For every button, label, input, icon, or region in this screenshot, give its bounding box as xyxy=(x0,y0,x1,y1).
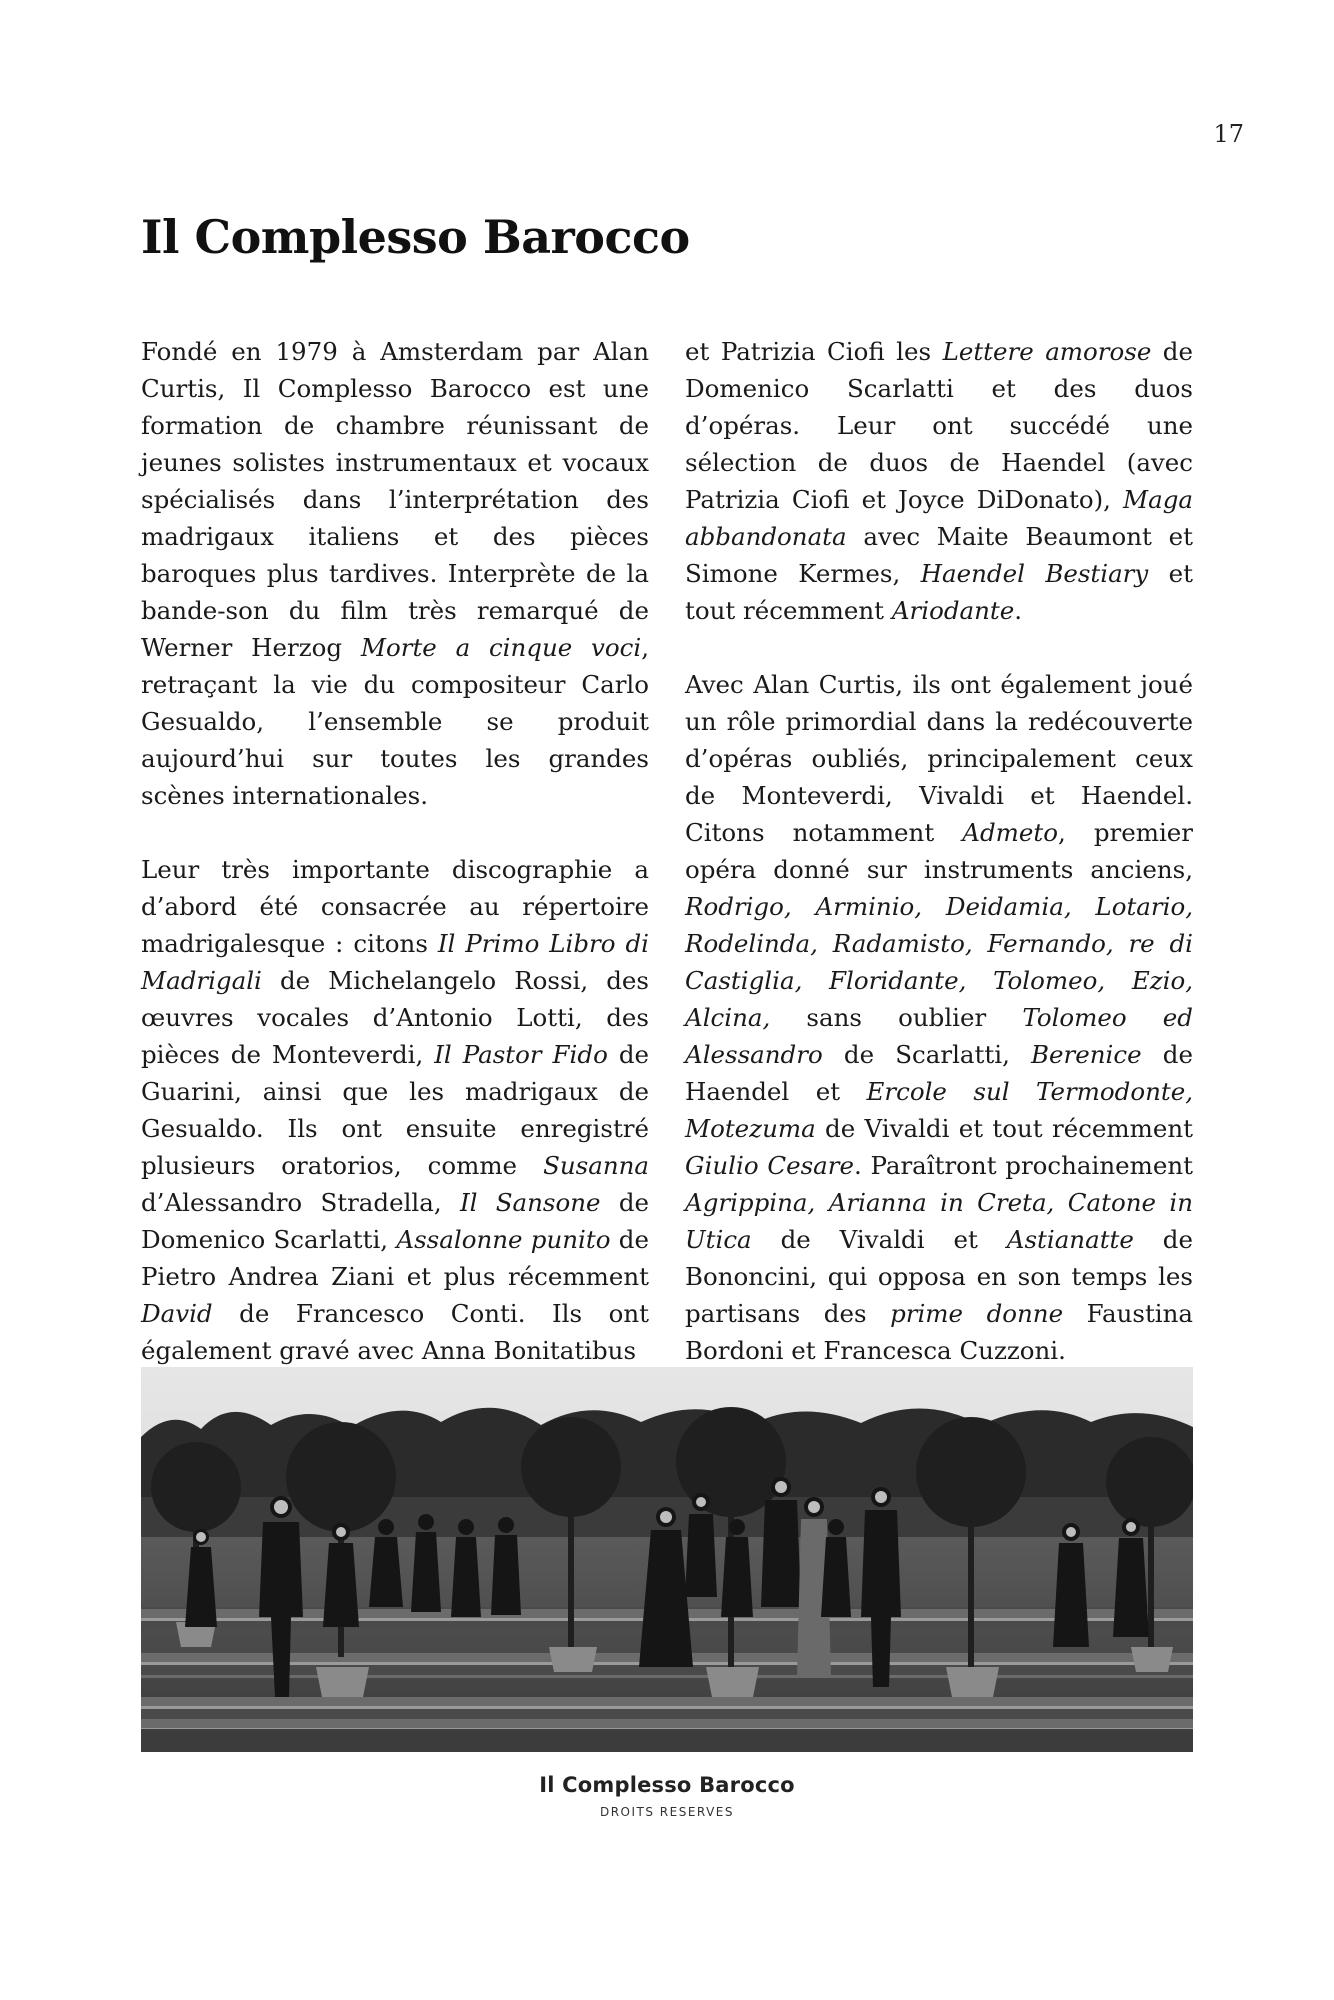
figure-caption xyxy=(0,1773,1334,1819)
italic-title: Susanna xyxy=(543,1151,649,1180)
text-run: , premier opéra donné sur instruments anciens, xyxy=(685,818,1193,884)
paragraph xyxy=(141,333,649,814)
text-run: et Patrizia Ciofi les xyxy=(685,337,943,366)
text-run: avec Maite Beaumont et Simone Kermes, xyxy=(685,522,1193,588)
text-run: sans oublier xyxy=(770,1003,1023,1032)
italic-title: Rodrigo, Arminio, Deidamia, Lotario, Rodelinda, Radamisto, Fernando, re di Castiglia, Floridante, Tolomeo, Ezio, Alcina, xyxy=(685,892,1193,1032)
paragraph xyxy=(685,666,1193,1369)
italic-title: Admeto xyxy=(962,818,1058,847)
text-run: et tout récemment xyxy=(685,559,1193,625)
text-run: de Vivaldi et xyxy=(751,1225,1007,1254)
paragraph xyxy=(685,333,1193,629)
text-run: . xyxy=(1014,596,1023,625)
text-run: de Domenico Scarlatti et des duos d’opéras. Leur ont succédé une sélection de duos de Haendel (avec Patrizia Ciofi et Joyce DiDonato), xyxy=(685,337,1193,514)
ensemble-photo xyxy=(141,1367,1193,1752)
italic-title: Il Primo Libro di Madrigali xyxy=(141,929,649,995)
caption-title: Il Complesso Barocco xyxy=(539,1773,795,1797)
text-run: de Michelangelo Rossi, des œuvres vocales d’Antonio Lotti, des pièces de Monteverdi, xyxy=(141,966,649,1069)
text-run: de Francesco Conti. Ils ont également gravé avec Anna Bonitatibus xyxy=(141,1299,649,1365)
italic-title: Lettere amorose xyxy=(942,337,1152,366)
text-run: de Domenico Scarlatti, xyxy=(141,1188,649,1254)
body-text xyxy=(141,333,1193,1369)
page-number: 17 xyxy=(1213,120,1244,148)
text-run: Faustina Bordoni et Francesca Cuzzoni. xyxy=(685,1299,1194,1365)
left-column xyxy=(141,333,649,1369)
right-column xyxy=(685,333,1193,1369)
page-title: Il Complesso Barocco xyxy=(141,210,690,264)
text-run: de Haendel et xyxy=(685,1040,1193,1106)
text-run: . Paraîtront prochainement xyxy=(853,1151,1193,1180)
caption-credit: DROITS RESERVES xyxy=(599,1805,735,1819)
italic-title: Berenice xyxy=(1031,1040,1142,1069)
italic-title: Assalonne punito xyxy=(396,1225,611,1254)
italic-title: prime donne xyxy=(890,1299,1064,1328)
italic-title: Il Sansone xyxy=(459,1188,601,1217)
text-run: Fondé en 1979 à Amsterdam par Alan Curtis, Il Complesso Barocco est une formation de chambre réunissant de jeunes solistes instrumentaux et vocaux spécialisés dans l’interprétation des madrigaux italiens et des pièces baroques plus tardives. Interprète de la bande-son du film très remarqué de Werner Herzog xyxy=(141,337,649,662)
text-run: de Guarini, ainsi que les madrigaux de Gesualdo. Ils ont ensuite enregistré plusieurs oratorios, comme xyxy=(141,1040,649,1180)
text-run: , retraçant la vie du compositeur Carlo Gesualdo, l’ensemble se produit aujourd’hui sur toutes les grandes scènes internationales. xyxy=(141,633,649,810)
text-run: de Vivaldi et tout récemment xyxy=(815,1114,1193,1143)
text-run: de Pietro Andrea Ziani et plus récemment xyxy=(141,1225,649,1291)
paragraph xyxy=(141,851,649,1369)
italic-title: Giulio Cesare xyxy=(685,1151,854,1180)
italic-title: Astianatte xyxy=(1006,1225,1134,1254)
italic-title: Maga abbandonata xyxy=(685,485,1193,551)
italic-title: Tolomeo ed Alessandro xyxy=(685,1003,1193,1069)
italic-title: David xyxy=(141,1299,213,1328)
italic-title: Ariodante xyxy=(891,596,1015,625)
italic-title: Haendel Bestiary xyxy=(920,559,1149,588)
text-run: Avec Alan Curtis, ils ont également joué un rôle primordial dans la redécouverte d’opéras oubliés, principalement ceux de Monteverdi, Vivaldi et Haendel. Citons notamment xyxy=(685,670,1193,847)
text-run: de Scarlatti, xyxy=(822,1040,1032,1069)
italic-title: Ercole sul Termodonte, Motezuma xyxy=(685,1077,1193,1143)
italic-title: Il Pastor Fido xyxy=(434,1040,608,1069)
italic-title: Agrippina, Arianna in Creta, Catone in Utica xyxy=(685,1188,1193,1254)
italic-title: Morte a cinque voci xyxy=(360,633,642,662)
text-run: d’Alessandro Stradella, xyxy=(141,1188,460,1217)
text-run: Leur très importante discographie a d’abord été consacrée au répertoire madrigalesque : citons xyxy=(141,855,649,958)
text-run: de Bononcini, qui opposa en son temps les partisans des xyxy=(685,1225,1193,1328)
